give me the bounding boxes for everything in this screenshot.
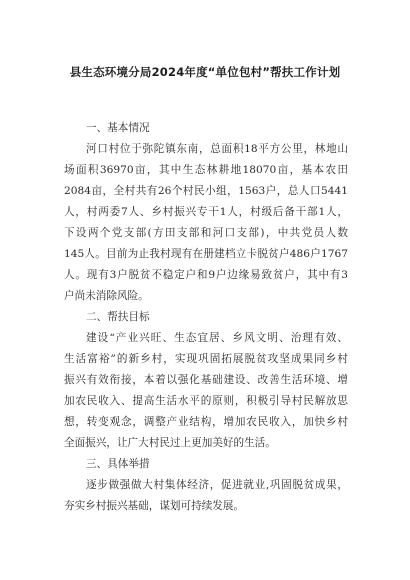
paragraph-line: 145人。目前为止我村现有在册建档立卡脱贫户486户1767 [64, 248, 348, 260]
section-goals [64, 307, 348, 454]
section-heading: 二、帮扶目标 [86, 311, 150, 323]
paragraph-line: 想，转变观念，调整产业结构，增加农民收入，加快乡村 [64, 416, 348, 428]
section-measures [64, 454, 348, 517]
paragraph-line: 场面积36970亩，其中生态林耕地18070亩，基本农田 [64, 164, 348, 176]
document-title: 县生态环境分局2024年度“单位包村”帮扶工作计划 [69, 65, 341, 79]
paragraph-line: 河口村位于弥陀镇东南，总面积18平方公里，林地山 [86, 143, 348, 155]
section-heading: 三、具体举措 [86, 458, 150, 470]
paragraph-line: 振兴有效衔接，本着以强化基础建设、改善生活环境、增 [64, 374, 348, 386]
section-basic-info [64, 118, 348, 307]
paragraph-line: 人，村两委7人、乡村振兴专干1人，村级后备干部1人， [64, 206, 348, 218]
paragraph-line: 建设“产业兴旺、生态宜居、乡风文明、治理有效、 [86, 332, 348, 344]
paragraph-line: 夯实乡村振兴基础，谋划可持续发展。 [64, 500, 245, 512]
section-heading: 一、基本情况 [86, 122, 150, 134]
document-body [64, 118, 348, 517]
paragraph-line: 人。现有3户脱贫不稳定户和9户边缘易致贫户，其中有3 [64, 269, 348, 281]
paragraph-line: 户尚未消除风险。 [64, 290, 149, 302]
paragraph-line: 逐步做强做大村集体经济，促进就业,巩固脱贫成果， [86, 479, 348, 491]
paragraph-line: 全面振兴，让广大村民过上更加美好的生活。 [64, 437, 276, 449]
paragraph-line: 2084亩，全村共有26个村民小组，1563户，总人口5441 [64, 185, 348, 197]
paragraph-line: 下设两个党支部(方田支部和河口支部)，中共党员人数 [64, 227, 348, 239]
paragraph-line: 加农民收入、提高生活水平的原则，积极引导村民解放思 [64, 395, 348, 407]
paragraph-line: 生活富裕”的新乡村，实现巩固拓展脱贫攻坚成果同乡村 [64, 353, 348, 365]
